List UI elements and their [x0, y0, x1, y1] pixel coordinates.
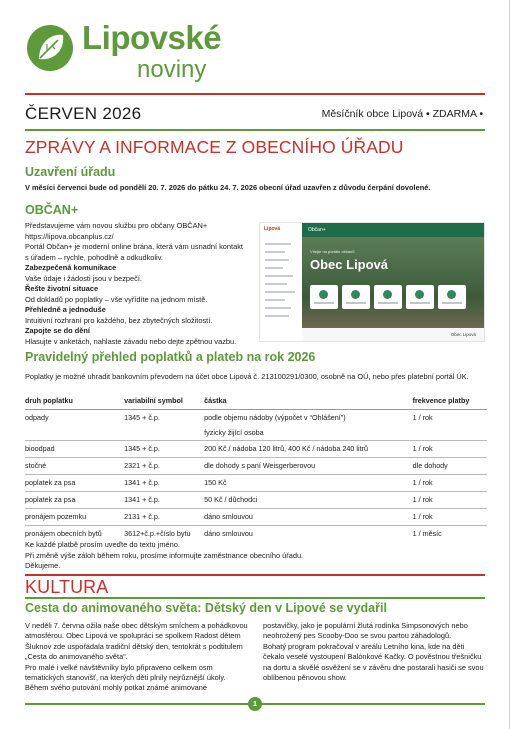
culture-divider — [25, 574, 485, 576]
fee-vs: 1345 + č.p. — [124, 410, 204, 441]
feature-title: Řešte životní situace — [25, 284, 99, 293]
obcan-portal-screenshot — [259, 222, 485, 342]
screenshot-tile — [438, 285, 466, 309]
article-line: tematických stanovišť, na kterých děti plnily nejrůznější úkoly. — [25, 673, 226, 683]
screenshot-footer-text: Obec Lipová — [450, 332, 476, 337]
fee-type: bioodpad — [25, 441, 124, 458]
screenshot-tile — [310, 285, 338, 309]
tagline: Měsíčník obce Lipová • ZDARMA • — [321, 108, 483, 120]
tile-icon — [351, 290, 360, 299]
table-header-row — [25, 394, 487, 410]
article-line: V neděli 7. června ožila naše obec dětským smíchem a pohádkovou — [25, 621, 248, 630]
fee-type: poplatek za psa — [25, 492, 124, 509]
feature-title: Přehledně a jednoduše — [25, 305, 106, 314]
fee-vs: 1341 + č.p. — [124, 492, 204, 509]
screenshot-hero — [302, 237, 484, 337]
feature-text: Od dokladů po poplatky – vše vyřídíte na jednom místě. — [25, 294, 208, 304]
fee-vs: 3612+č.p.+číslo bytu — [124, 529, 191, 538]
table-row — [25, 441, 487, 458]
screenshot-tile — [374, 285, 402, 309]
obcan-text — [25, 221, 255, 347]
fees-note: Při změně výše záloh během roku, prosíme informujte zaměstnance obecního úřadu. — [25, 550, 304, 560]
fee-frequency: 1 / měsíc — [412, 529, 442, 538]
table-row — [25, 410, 487, 441]
screenshot-footer — [302, 328, 484, 342]
obcan-line: Představujeme vám novou službu pro občany OBČAN+ — [25, 221, 208, 230]
article-line: na dortu a skvělé osvěžení se v závěru dne postarali hasiči se svou — [263, 662, 484, 672]
tile-icon — [319, 290, 328, 299]
article-line: atmosférou. Obec Lipová ve spolupráci se spolkem Radost dětem — [25, 631, 241, 641]
sidebar-line — [265, 275, 293, 277]
tile-label — [442, 302, 462, 304]
screenshot-brand: Lipová — [264, 226, 281, 232]
culture-underline — [25, 597, 485, 599]
article-line: Šluknov zde uspořádala tradiční dětský den, tentokrát s podtitulem — [25, 641, 243, 651]
article-line: postavičky, jako je populární žlutá rodinka Simpsonových nebo — [263, 621, 468, 630]
sidebar-line — [265, 259, 289, 261]
sidebar-line — [265, 283, 287, 285]
screenshot-hero-title: Obec Lipová — [310, 257, 389, 272]
fee-type: poplatek za psa — [25, 475, 124, 492]
fee-frequency: dle dohody — [413, 458, 487, 475]
screenshot-tile — [342, 285, 370, 309]
closure-text: V měsíci červenci bude od pondělí 20. 7. 2026 do pátku 24. 7. 2026 obecní úřad uzavřen z důvodu čerpání dovolené. — [25, 183, 431, 192]
heading-closure: Uzavření úřadu — [25, 165, 116, 179]
article-line: „Cesta do animovaného světa“. — [25, 652, 128, 662]
fee-type: pronájem pozemku — [25, 509, 124, 526]
heading-culture-article: Cesta do animovaného světa: Dětský den v Lipové se vydařil — [25, 601, 387, 615]
fee-amount: dáno smlouvou — [204, 509, 412, 526]
page-number: 1 — [248, 697, 262, 711]
sidebar-line — [265, 299, 285, 301]
fee-vs: 2321 + č.p. — [124, 458, 204, 475]
fee-amount-line: fyzicky žijící osoba — [204, 428, 264, 437]
section-title-culture: KULTURA — [25, 577, 109, 597]
tile-label — [314, 302, 334, 304]
fee-amount-line: podle objemu nádoby (výpočet v “Ohlášení”) — [204, 413, 346, 422]
tile-icon — [383, 290, 392, 299]
feature-title: Zabezpečená komunikace — [25, 263, 117, 272]
tile-label — [346, 302, 366, 304]
fee-type: odpady — [25, 410, 124, 441]
tile-label — [410, 302, 430, 304]
screenshot-sidebar — [260, 223, 302, 342]
article-column-right — [263, 621, 487, 683]
fee-frequency: 1 / rok — [413, 441, 487, 458]
obcan-link[interactable]: https://lipova.obcanplus.cz/ — [25, 231, 114, 241]
fee-vs: 1341 + č.p. — [124, 475, 204, 492]
linden-leaf-icon — [25, 23, 75, 73]
sidebar-line — [265, 251, 285, 253]
sidebar-line — [265, 315, 289, 317]
masthead-divider — [25, 93, 485, 95]
masthead-title: Lipovské — [82, 19, 222, 56]
article-line: oblíbenou pěnovou show. — [263, 673, 347, 683]
masthead-logo — [25, 20, 325, 90]
fee-type: pronájem obecních bytů — [25, 529, 102, 538]
heading-obcan: OBČAN+ — [25, 203, 79, 217]
issue-divider — [25, 129, 485, 131]
table-row — [25, 492, 487, 509]
feature-text: Intuitivní rozhraní pro každého, bez zbytečných složitostí. — [25, 315, 213, 325]
fees-table — [25, 394, 487, 542]
sidebar-line — [265, 291, 295, 293]
screenshot-topbar — [302, 223, 484, 237]
sidebar-line — [265, 267, 283, 269]
feature-text: Hlasujte v anketách, nahlaste závadu nebo dejte zpětnou vazbu. — [25, 336, 237, 346]
feature-text: Vaše údaje i žádosti jsou v bezpečí. — [25, 273, 142, 283]
fee-frequency: 1 / rok — [413, 475, 487, 492]
screenshot-tile — [406, 285, 434, 309]
fee-amount: 50 Kč / důchodci — [204, 492, 412, 509]
table-row — [25, 458, 487, 475]
tile-icon — [415, 290, 424, 299]
sidebar-line — [265, 243, 291, 245]
fees-note: Ke každé platbě prosím uveďte do textu jméno. — [25, 540, 180, 549]
fee-type: stočné — [25, 458, 124, 475]
section-title-news: ZPRÁVY A INFORMACE Z OBECNÍHO ÚŘADU — [25, 137, 404, 157]
column-header: frekvence platby — [413, 394, 487, 410]
fee-amount — [204, 410, 412, 441]
article-line: Pro malé i velké návštěvníky bylo připraveno celkem osm — [25, 662, 213, 672]
fee-amount: dáno smlouvou — [204, 529, 253, 538]
fee-vs: 2131 + č.p. — [124, 509, 204, 526]
fee-amount: 150 Kč — [204, 475, 412, 492]
article-line: Bohatý program pokračoval v areálu Letního kina, kde na děti — [263, 641, 465, 651]
table-row — [25, 509, 487, 526]
screenshot-hero-small: Vítejte na portálu občanů — [310, 249, 355, 254]
obcan-line: Portál Občan+ je moderní online brána, která vám usnadní kontakt — [25, 242, 243, 251]
fee-frequency: 1 / rok — [413, 410, 487, 441]
article-line: Během svého putování mohly potkat známé animované — [25, 683, 207, 693]
article-line: čekalo veselé vystoupení Balónkové Kačky. O pověstnou třešničku — [263, 652, 482, 662]
fees-intro: Poplatky je možné uhradit bankovním převodem na účet obce Lipová č. 213100291/0300, osobně na OÚ, nebo přes platební portál ÚK. — [25, 372, 469, 381]
obcan-line: s úřadem – rychle, pohodlně a odkudkoliv. — [25, 252, 163, 262]
issue-date: ČERVEN 2026 — [25, 104, 142, 123]
sidebar-line — [265, 307, 291, 309]
fee-amount: dle dohody s paní Weisgerberovou — [204, 458, 412, 475]
masthead-subtitle: noviny — [137, 56, 207, 83]
column-header: variabilní symbol — [124, 394, 204, 410]
article-line: neohrožený pes Scooby-Doo se svou partou záhadologů. — [263, 631, 452, 641]
column-header: částka — [204, 394, 412, 410]
fees-notes — [25, 540, 487, 572]
fee-vs: 1345 + č.p. — [124, 441, 204, 458]
article-column-left — [25, 621, 249, 694]
fee-amount: 200 Kč / nádoba 120 litrů, 400 Kč / nádoba 240 litrů — [204, 441, 412, 458]
feature-title: Zapojte se do dění — [25, 326, 90, 335]
tile-label — [378, 302, 398, 304]
screenshot-top-label: Občan+ — [308, 227, 326, 233]
tile-icon — [447, 290, 456, 299]
table-row — [25, 475, 487, 492]
column-header: druh poplatku — [25, 394, 124, 410]
heading-fees: Pravidelný přehled poplatků a plateb na rok 2026 — [25, 350, 316, 364]
fee-frequency: 1 / rok — [413, 492, 487, 509]
fees-note: Děkujeme. — [25, 561, 61, 570]
fee-frequency: 1 / rok — [413, 509, 487, 526]
